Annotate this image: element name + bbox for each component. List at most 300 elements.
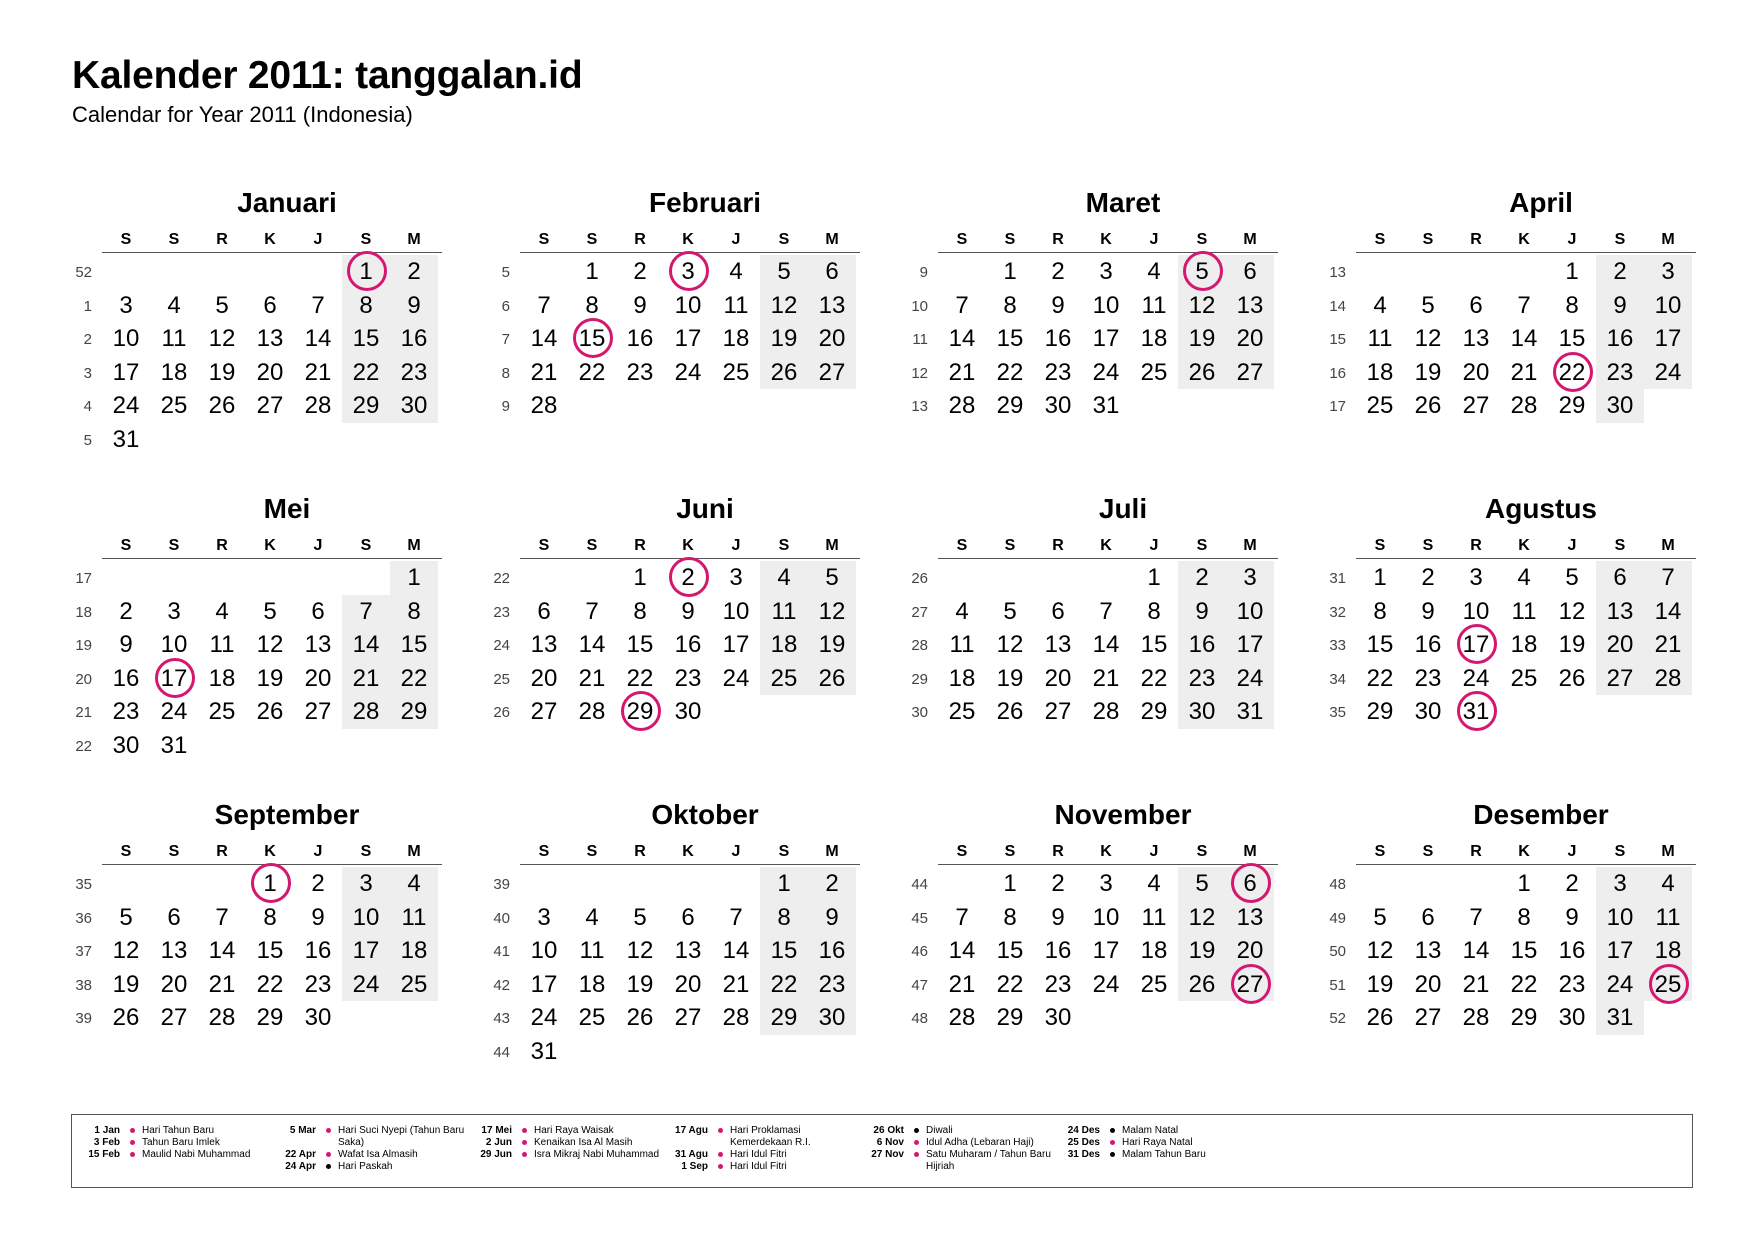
legend-date: 17 Agu bbox=[675, 1125, 708, 1136]
date-cell: 30 bbox=[304, 1004, 332, 1032]
holiday-dot-icon bbox=[522, 1128, 527, 1133]
date-cell: 14 bbox=[208, 937, 236, 965]
date-cell: 4 bbox=[167, 291, 181, 319]
date-cell: 8 bbox=[585, 291, 599, 319]
legend-text: Hari Raya Natal bbox=[1122, 1137, 1193, 1148]
holiday-date: 29 bbox=[616, 695, 664, 728]
legend-entry bbox=[1058, 1137, 1254, 1149]
date-cell: 5 bbox=[633, 903, 647, 931]
date-cell: 14 bbox=[352, 631, 380, 659]
date-cell: 19 bbox=[818, 631, 846, 659]
date-cell: 10 bbox=[722, 597, 750, 625]
date-cell: 10 bbox=[1092, 903, 1120, 931]
date-cell: 29 bbox=[400, 698, 428, 726]
date-cell: 18 bbox=[160, 358, 188, 386]
week-number: 41 bbox=[493, 943, 510, 961]
date-cell: 14 bbox=[1510, 325, 1538, 353]
date-cell: 8 bbox=[359, 291, 373, 319]
legend-text: Tahun Baru Imlek bbox=[142, 1137, 220, 1148]
date-cell: 14 bbox=[1092, 631, 1120, 659]
weekday-header: J bbox=[731, 843, 741, 860]
date-cell: 12 bbox=[1188, 291, 1216, 319]
week-number: 33 bbox=[1329, 637, 1346, 655]
date-cell: 1 bbox=[777, 870, 791, 897]
date-cell: 19 bbox=[770, 325, 798, 353]
date-cell: 12 bbox=[996, 631, 1024, 659]
date-cell: 28 bbox=[1654, 664, 1682, 692]
holiday-dot-icon bbox=[718, 1164, 723, 1169]
header-divider bbox=[938, 558, 1278, 559]
date-cell: 11 bbox=[161, 325, 187, 353]
weekday-header: K bbox=[264, 843, 276, 860]
date-cell: 18 bbox=[770, 631, 798, 659]
date-cell: 23 bbox=[1188, 664, 1216, 692]
weekday-header: S bbox=[1004, 843, 1016, 860]
month-name: Agustus bbox=[1485, 493, 1597, 524]
month-name: Juni bbox=[676, 493, 734, 524]
date-cell: 7 bbox=[729, 903, 743, 931]
date-cell: 27 bbox=[1606, 664, 1634, 692]
date-cell: 8 bbox=[1003, 903, 1017, 931]
date-cell: 13 bbox=[1236, 291, 1264, 319]
date-cell: 13 bbox=[818, 291, 846, 319]
date-cell: 18 bbox=[1140, 937, 1168, 965]
date-cell: 23 bbox=[112, 698, 140, 726]
date-cell: 27 bbox=[1462, 392, 1490, 420]
date-cell: 29 bbox=[1510, 1004, 1538, 1032]
week-number: 19 bbox=[75, 637, 92, 655]
week-number: 39 bbox=[75, 1010, 92, 1028]
weekday-header: S bbox=[1614, 231, 1626, 248]
week-number: 20 bbox=[75, 670, 92, 688]
date-cell: 4 bbox=[1373, 291, 1387, 319]
date-cell: 23 bbox=[304, 970, 332, 998]
date-cell: 3 bbox=[119, 291, 133, 319]
date-cell: 22 bbox=[578, 358, 606, 386]
date-cell: 18 bbox=[1140, 325, 1168, 353]
date-cell: 9 bbox=[633, 291, 647, 319]
weekday-header: K bbox=[1518, 843, 1530, 860]
date-cell: 24 bbox=[1462, 664, 1490, 692]
date-cell: 17 bbox=[530, 970, 558, 998]
weekday-header: J bbox=[731, 537, 741, 554]
date-cell: 27 bbox=[1236, 358, 1264, 386]
legend-entry bbox=[862, 1137, 1058, 1149]
date-cell: 19 bbox=[626, 970, 654, 998]
date-cell: 30 bbox=[1188, 698, 1216, 726]
date-cell: 12 bbox=[1188, 903, 1216, 931]
week-number: 29 bbox=[911, 670, 928, 688]
week-number: 46 bbox=[911, 943, 928, 961]
date-cell: 26 bbox=[818, 664, 846, 692]
date-cell: 12 bbox=[208, 325, 236, 353]
date-cell: 2 bbox=[1195, 564, 1209, 591]
date-cell: 2 bbox=[1051, 870, 1065, 897]
date-cell: 24 bbox=[1654, 358, 1682, 386]
weekday-header: K bbox=[264, 537, 276, 554]
date-cell: 28 bbox=[578, 698, 606, 726]
weekday-header: J bbox=[313, 843, 323, 860]
legend-text: Isra Mikraj Nabi Muhammad bbox=[534, 1149, 660, 1160]
month-februari bbox=[490, 175, 890, 465]
weekday-header: S bbox=[538, 843, 550, 860]
week-number: 10 bbox=[911, 297, 928, 315]
weekday-header: M bbox=[407, 231, 421, 248]
header-divider bbox=[102, 558, 442, 559]
date-cell: 6 bbox=[1243, 258, 1257, 285]
week-number: 23 bbox=[493, 603, 510, 621]
header-divider bbox=[1356, 252, 1696, 253]
holiday-date: 22 bbox=[1548, 356, 1596, 389]
week-number: 5 bbox=[501, 264, 510, 281]
date-cell: 5 bbox=[1373, 903, 1387, 931]
date-cell: 29 bbox=[1366, 698, 1394, 726]
page-title: Kalender 2011: tanggalan.id bbox=[72, 54, 583, 97]
week-number: 25 bbox=[493, 670, 510, 688]
holiday-date: 17 bbox=[150, 662, 198, 695]
weekday-header: S bbox=[168, 231, 180, 248]
date-cell: 31 bbox=[1236, 698, 1264, 726]
date-cell: 4 bbox=[777, 564, 791, 591]
weekday-header: R bbox=[216, 843, 228, 860]
date-cell: 24 bbox=[352, 970, 380, 998]
date-cell: 23 bbox=[626, 358, 654, 386]
legend-entry bbox=[666, 1161, 862, 1173]
date-cell: 20 bbox=[1236, 325, 1264, 353]
date-cell: 7 bbox=[537, 291, 551, 319]
weekday-header: R bbox=[1470, 537, 1482, 554]
date-cell: 19 bbox=[996, 664, 1024, 692]
date-cell: 25 bbox=[160, 392, 188, 420]
date-cell: 12 bbox=[818, 597, 846, 625]
week-number: 38 bbox=[75, 976, 92, 994]
legend-date: 25 Des bbox=[1067, 1137, 1100, 1148]
week-number: 12 bbox=[911, 364, 928, 382]
date-cell: 27 bbox=[530, 698, 558, 726]
date-cell: 31 bbox=[112, 426, 140, 453]
date-cell: 5 bbox=[1195, 870, 1209, 897]
week-number: 50 bbox=[1329, 943, 1346, 961]
date-cell: 28 bbox=[352, 698, 380, 726]
date-cell: 16 bbox=[304, 937, 332, 965]
date-cell: 11 bbox=[1141, 291, 1167, 319]
date-cell: 23 bbox=[1044, 970, 1072, 998]
date-cell: 1 bbox=[1373, 564, 1387, 591]
legend-entry bbox=[1058, 1149, 1254, 1161]
date-cell: 13 bbox=[530, 631, 558, 659]
weekday-header: S bbox=[586, 231, 598, 248]
weekday-header: S bbox=[1422, 843, 1434, 860]
date-cell: 21 bbox=[1510, 358, 1538, 386]
legend-entry bbox=[78, 1149, 274, 1161]
date-cell: 19 bbox=[1188, 937, 1216, 965]
legend-text: Hari Idul Fitri bbox=[730, 1161, 787, 1172]
date-cell: 30 bbox=[674, 698, 702, 726]
legend-text: Malam Natal bbox=[1122, 1125, 1179, 1136]
date-cell: 19 bbox=[1366, 970, 1394, 998]
legend-column bbox=[862, 1125, 1058, 1173]
date-cell: 13 bbox=[304, 631, 332, 659]
week-number: 2 bbox=[83, 331, 92, 349]
date-cell: 10 bbox=[1606, 903, 1634, 931]
date-cell: 27 bbox=[304, 698, 332, 726]
date-cell: 17 bbox=[112, 358, 140, 386]
date-cell: 21 bbox=[948, 970, 976, 998]
date-cell: 9 bbox=[681, 597, 695, 625]
date-cell: 25 bbox=[722, 358, 750, 386]
month-name: Juli bbox=[1098, 493, 1148, 524]
observance-dot-icon bbox=[1110, 1152, 1115, 1157]
weekday-header: S bbox=[168, 843, 180, 860]
weekday-header: J bbox=[1149, 537, 1159, 554]
week-number: 34 bbox=[1329, 670, 1346, 688]
date-cell: 3 bbox=[1469, 564, 1483, 591]
date-cell: 9 bbox=[1195, 597, 1209, 625]
date-cell: 18 bbox=[948, 664, 976, 692]
date-cell: 25 bbox=[948, 698, 976, 726]
legend-entry bbox=[274, 1149, 470, 1161]
legend-text: Hari Idul Fitri bbox=[730, 1149, 787, 1160]
date-cell: 28 bbox=[1092, 698, 1120, 726]
date-cell: 6 bbox=[1421, 903, 1435, 931]
date-cell: 1 bbox=[1003, 258, 1017, 285]
holiday-dot-icon bbox=[914, 1152, 919, 1157]
date-cell: 22 bbox=[1366, 664, 1394, 692]
legend-text: Hari Suci Nyepi (Tahun Baru Saka) bbox=[338, 1125, 465, 1148]
legend-date: 31 Agu bbox=[675, 1149, 708, 1160]
date-cell: 29 bbox=[770, 1004, 798, 1032]
holiday-date: 15 bbox=[568, 322, 616, 355]
month-name: Februari bbox=[648, 187, 762, 218]
header-divider bbox=[938, 864, 1278, 865]
weekday-header: R bbox=[634, 537, 646, 554]
weekday-header: K bbox=[1518, 537, 1530, 554]
date-cell: 2 bbox=[1051, 258, 1065, 285]
legend-date: 1 Sep bbox=[681, 1161, 708, 1172]
date-cell: 25 bbox=[578, 1004, 606, 1032]
date-cell: 9 bbox=[119, 631, 133, 659]
date-cell: 11 bbox=[401, 903, 427, 931]
date-cell: 24 bbox=[530, 1004, 558, 1032]
month-oktober bbox=[490, 787, 890, 1077]
legend-text: Hari Proklamasi Kemerdekaan R.I. bbox=[730, 1125, 811, 1148]
legend-text: Wafat Isa Almasih bbox=[338, 1149, 418, 1160]
week-number: 44 bbox=[493, 1044, 510, 1061]
date-cell: 26 bbox=[1558, 664, 1586, 692]
legend-column bbox=[78, 1125, 274, 1161]
date-cell: 1 bbox=[407, 564, 421, 591]
date-cell: 29 bbox=[1140, 698, 1168, 726]
date-cell: 18 bbox=[208, 664, 236, 692]
date-cell: 1 bbox=[1517, 870, 1531, 897]
date-cell: 20 bbox=[1044, 664, 1072, 692]
week-number: 39 bbox=[493, 876, 510, 893]
month-name: Mei bbox=[263, 493, 311, 524]
date-cell: 30 bbox=[400, 392, 428, 420]
holiday-date: 3 bbox=[664, 255, 712, 288]
date-cell: 8 bbox=[407, 597, 421, 625]
week-number: 30 bbox=[911, 704, 928, 722]
weekday-header: J bbox=[1567, 537, 1577, 554]
date-cell: 7 bbox=[1099, 597, 1113, 625]
date-cell: 29 bbox=[996, 1004, 1024, 1032]
date-cell: 2 bbox=[119, 597, 133, 625]
date-cell: 22 bbox=[996, 970, 1024, 998]
legend-text: Malam Tahun Baru bbox=[1122, 1149, 1206, 1160]
weekday-header: S bbox=[538, 537, 550, 554]
date-cell: 19 bbox=[1558, 631, 1586, 659]
observance-dot-icon bbox=[1110, 1128, 1115, 1133]
date-cell: 7 bbox=[1469, 903, 1483, 931]
date-cell: 7 bbox=[955, 903, 969, 931]
weekday-header: J bbox=[1149, 843, 1159, 860]
date-cell: 24 bbox=[722, 664, 750, 692]
month-mei bbox=[72, 481, 472, 771]
date-cell: 15 bbox=[1366, 631, 1394, 659]
weekday-header: S bbox=[586, 843, 598, 860]
date-cell: 31 bbox=[1092, 392, 1120, 420]
date-cell: 9 bbox=[1613, 291, 1627, 319]
weekday-header: J bbox=[1567, 231, 1577, 248]
date-cell: 6 bbox=[825, 258, 839, 285]
weekday-header: S bbox=[956, 537, 968, 554]
legend-entry bbox=[470, 1149, 666, 1161]
date-cell: 20 bbox=[160, 970, 188, 998]
week-number: 13 bbox=[1329, 264, 1346, 281]
week-number: 9 bbox=[919, 264, 928, 281]
legend-entry bbox=[470, 1125, 666, 1137]
week-number: 35 bbox=[1329, 704, 1346, 722]
weekday-header: K bbox=[264, 231, 276, 248]
date-cell: 28 bbox=[1462, 1004, 1490, 1032]
legend-text: Kenaikan Isa Al Masih bbox=[534, 1137, 633, 1148]
week-number: 26 bbox=[493, 704, 510, 722]
weekday-header: M bbox=[407, 537, 421, 554]
legend-date: 3 Feb bbox=[93, 1137, 120, 1148]
date-cell: 5 bbox=[825, 564, 839, 591]
weekday-header: R bbox=[634, 843, 646, 860]
date-cell: 1 bbox=[585, 258, 599, 285]
date-cell: 13 bbox=[256, 325, 284, 353]
date-cell: 19 bbox=[208, 358, 236, 386]
date-cell: 27 bbox=[1414, 1004, 1442, 1032]
date-cell: 3 bbox=[729, 564, 743, 591]
date-cell: 16 bbox=[112, 664, 140, 692]
date-cell: 24 bbox=[160, 698, 188, 726]
date-cell: 8 bbox=[1373, 597, 1387, 625]
date-cell: 16 bbox=[400, 325, 428, 353]
date-cell: 2 bbox=[1613, 258, 1627, 285]
legend-entry bbox=[470, 1137, 666, 1149]
week-number: 6 bbox=[501, 297, 510, 315]
date-cell: 22 bbox=[1510, 970, 1538, 998]
date-cell: 28 bbox=[304, 392, 332, 420]
date-cell: 11 bbox=[1655, 903, 1681, 931]
date-cell: 20 bbox=[1236, 937, 1264, 965]
month-name: November bbox=[1054, 799, 1192, 830]
date-cell: 19 bbox=[256, 664, 284, 692]
holiday-dot-icon bbox=[326, 1128, 331, 1133]
week-number: 31 bbox=[1329, 570, 1346, 587]
date-cell: 6 bbox=[263, 291, 277, 319]
observance-dot-icon bbox=[326, 1164, 331, 1169]
week-number: 22 bbox=[493, 570, 510, 587]
weekday-header: K bbox=[1518, 231, 1530, 248]
legend-text: Maulid Nabi Muhammad bbox=[142, 1149, 251, 1160]
month-name: Oktober bbox=[651, 799, 759, 830]
weekday-header: M bbox=[825, 537, 839, 554]
weekday-header: R bbox=[216, 231, 228, 248]
week-number: 16 bbox=[1329, 364, 1346, 382]
legend-date: 6 Nov bbox=[876, 1137, 904, 1148]
date-cell: 24 bbox=[112, 392, 140, 420]
date-cell: 12 bbox=[1414, 325, 1442, 353]
date-cell: 10 bbox=[1092, 291, 1120, 319]
legend-date: 22 Apr bbox=[285, 1149, 316, 1160]
weekday-header: R bbox=[1052, 843, 1064, 860]
holiday-date: 2 bbox=[664, 561, 712, 594]
date-cell: 7 bbox=[955, 291, 969, 319]
holiday-dot-icon bbox=[130, 1152, 135, 1157]
week-number: 28 bbox=[911, 637, 928, 655]
date-cell: 16 bbox=[1044, 325, 1072, 353]
date-cell: 30 bbox=[1414, 698, 1442, 726]
month-agustus bbox=[1326, 481, 1726, 771]
date-cell: 6 bbox=[1051, 597, 1065, 625]
date-cell: 8 bbox=[777, 903, 791, 931]
date-cell: 15 bbox=[352, 325, 380, 353]
week-number: 11 bbox=[912, 331, 928, 349]
date-cell: 1 bbox=[633, 564, 647, 591]
date-cell: 4 bbox=[1147, 258, 1161, 285]
date-cell: 27 bbox=[818, 358, 846, 386]
holiday-date: 25 bbox=[1644, 968, 1692, 1001]
date-cell: 7 bbox=[585, 597, 599, 625]
date-cell: 25 bbox=[1510, 664, 1538, 692]
date-cell: 17 bbox=[1236, 631, 1264, 659]
month-november bbox=[908, 787, 1308, 1077]
holiday-date: 6 bbox=[1226, 867, 1274, 900]
date-cell: 14 bbox=[948, 937, 976, 965]
weekday-header: S bbox=[360, 843, 372, 860]
date-cell: 28 bbox=[722, 1004, 750, 1032]
holiday-dot-icon bbox=[914, 1140, 919, 1145]
date-cell: 31 bbox=[160, 732, 188, 759]
weekday-header: J bbox=[313, 231, 323, 248]
weekday-header: S bbox=[778, 231, 790, 248]
date-cell: 12 bbox=[626, 937, 654, 965]
date-cell: 30 bbox=[1044, 1004, 1072, 1032]
date-cell: 2 bbox=[1421, 564, 1435, 591]
date-cell: 13 bbox=[1236, 903, 1264, 931]
date-cell: 9 bbox=[311, 903, 325, 931]
weekday-header: M bbox=[1243, 231, 1257, 248]
date-cell: 14 bbox=[530, 325, 558, 353]
weekday-header: M bbox=[1243, 537, 1257, 554]
date-cell: 10 bbox=[160, 631, 188, 659]
date-cell: 21 bbox=[352, 664, 380, 692]
date-cell: 4 bbox=[585, 903, 599, 931]
date-cell: 27 bbox=[674, 1004, 702, 1032]
weekday-header: S bbox=[360, 231, 372, 248]
weekday-header: K bbox=[682, 537, 694, 554]
weekday-header: M bbox=[825, 231, 839, 248]
weekday-header: S bbox=[778, 843, 790, 860]
date-cell: 26 bbox=[626, 1004, 654, 1032]
date-cell: 30 bbox=[1044, 392, 1072, 420]
date-cell: 6 bbox=[311, 597, 325, 625]
weekday-header: J bbox=[1567, 843, 1577, 860]
